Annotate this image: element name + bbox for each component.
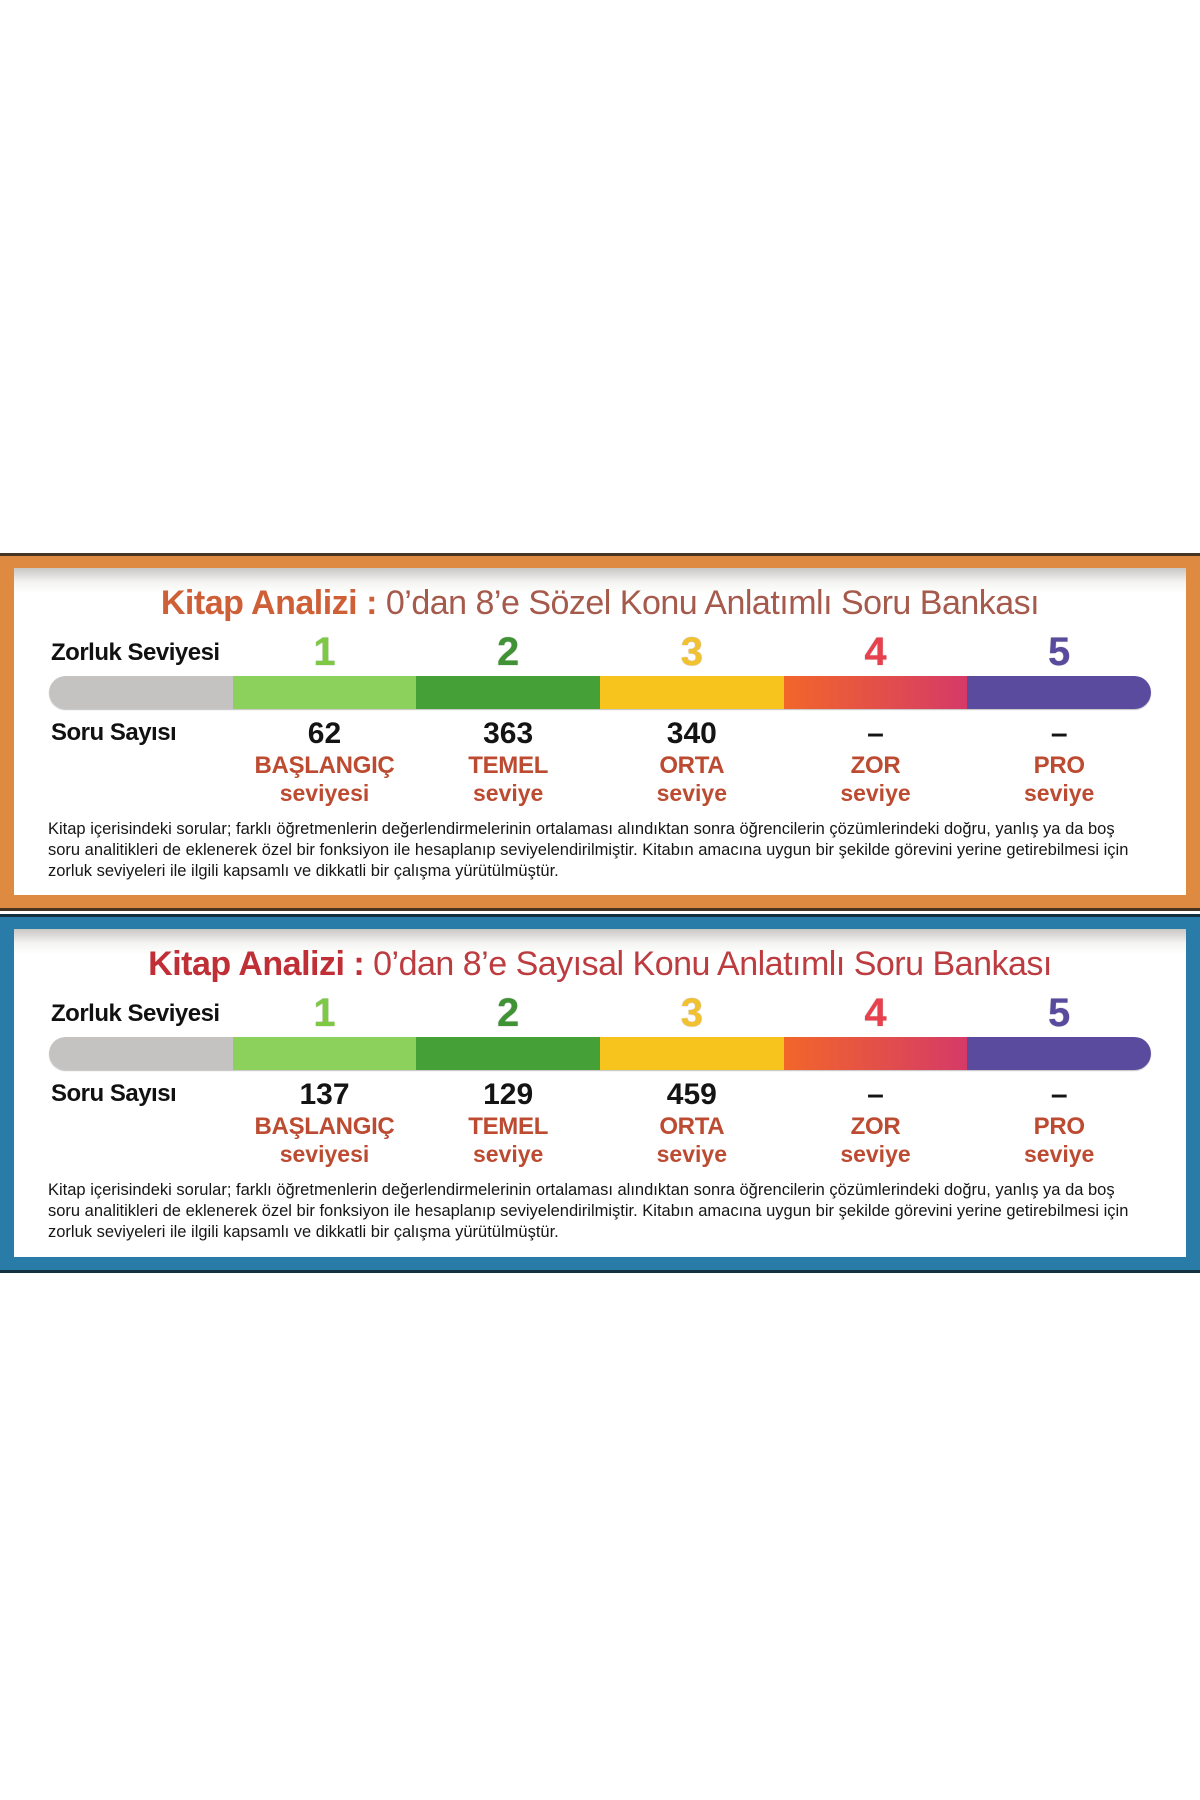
bar-segment-light-green bbox=[233, 676, 417, 709]
level-number-3: 3 bbox=[680, 629, 703, 674]
bar-segment-gray bbox=[49, 1037, 233, 1070]
count-level-2: 129 bbox=[483, 1077, 534, 1111]
question-count-row bbox=[14, 1078, 1186, 1111]
title-prefix: Kitap Analizi : bbox=[148, 945, 365, 984]
difficulty-color-bar bbox=[49, 676, 1151, 709]
panel-sayisal-title bbox=[14, 943, 1186, 986]
count-level-3: 459 bbox=[666, 1077, 717, 1111]
level-name-5 bbox=[967, 1113, 1151, 1170]
panel-sozel-title bbox=[14, 582, 1186, 625]
level-name-text: PRO bbox=[1033, 751, 1085, 779]
count-row-label: Soru Sayısı bbox=[51, 1080, 177, 1108]
level-number-5: 5 bbox=[1048, 990, 1071, 1035]
level-name-text: TEMEL bbox=[468, 1112, 549, 1140]
level-name-text: ZOR bbox=[850, 751, 901, 779]
count-row-label: Soru Sayısı bbox=[51, 719, 177, 746]
level-number-3: 3 bbox=[680, 990, 703, 1035]
analysis-description: Kitap içerisindeki sorular; farklı öğretmenlerin değerlendirmelerinin ortalaması alındıktan sonra öğrencilerin çözümlerindeki doğru, yanlış ya da boş soru analitikleri de eklenerek özel bir fonksiyon ile hesaplanıp seviyelendirilmiştir. Kitabın amacına uygun bir şekilde görevini yerine getirebilmesi için zorluk seviyeleri ile ilgili kapsamlı ve dikkatli bir çalışma yürütülmüştür. bbox=[48, 1181, 1129, 1241]
panel-sayisal-inner bbox=[14, 929, 1186, 1256]
level-name-suffix: seviye bbox=[840, 1141, 911, 1168]
level-name-suffix: seviyesi bbox=[279, 780, 370, 807]
panel-sozel-analysis bbox=[0, 556, 1200, 908]
question-count-row bbox=[14, 717, 1186, 750]
level-name-1 bbox=[233, 752, 417, 809]
panel-sozel-inner bbox=[14, 568, 1186, 895]
bar-segment-gray bbox=[49, 676, 233, 709]
title-prefix: Kitap Analizi : bbox=[160, 584, 377, 622]
count-level-4: – bbox=[867, 1077, 884, 1111]
level-name-text: ORTA bbox=[659, 1112, 725, 1140]
level-names-row bbox=[14, 752, 1186, 809]
difficulty-color-bar bbox=[49, 1037, 1151, 1070]
difficulty-row-label: Zorluk Seviyesi bbox=[51, 999, 220, 1027]
top-whitespace bbox=[0, 0, 1200, 556]
level-name-suffix: seviye bbox=[840, 780, 911, 807]
level-name-3 bbox=[600, 1113, 784, 1170]
bar-segment-purple bbox=[967, 676, 1151, 709]
level-name-text: ZOR bbox=[850, 1112, 901, 1140]
level-name-suffix: seviye bbox=[472, 780, 544, 807]
title-book-name: 0’dan 8’e Sözel Konu Anlatımlı Soru Bankası bbox=[385, 584, 1040, 622]
level-number-4: 4 bbox=[864, 629, 887, 674]
bar-segment-dark-green bbox=[416, 676, 600, 709]
level-number-1: 1 bbox=[313, 990, 336, 1035]
level-name-text: TEMEL bbox=[468, 751, 549, 779]
level-number-5: 5 bbox=[1048, 629, 1071, 674]
level-name-5 bbox=[967, 752, 1151, 809]
level-name-suffix: seviyesi bbox=[279, 1141, 370, 1168]
count-level-5: – bbox=[1050, 1077, 1068, 1111]
bar-segment-dark-green bbox=[416, 1037, 600, 1070]
difficulty-level-row bbox=[14, 631, 1186, 673]
level-number-1: 1 bbox=[313, 629, 336, 674]
count-level-4: – bbox=[867, 716, 884, 750]
level-name-suffix: seviye bbox=[1023, 1141, 1095, 1168]
panel-sayisal-analysis bbox=[0, 917, 1200, 1269]
level-name-2 bbox=[416, 1113, 600, 1170]
level-name-suffix: seviye bbox=[1023, 780, 1095, 807]
bar-segment-purple bbox=[967, 1037, 1151, 1070]
difficulty-level-row bbox=[14, 992, 1186, 1034]
level-name-4 bbox=[784, 752, 968, 809]
level-name-1 bbox=[233, 1113, 417, 1170]
level-name-text: PRO bbox=[1033, 1112, 1085, 1140]
level-name-suffix: seviye bbox=[656, 1141, 727, 1168]
count-level-5: – bbox=[1050, 716, 1068, 750]
title-book-name: 0’dan 8’e Sayısal Konu Anlatımlı Soru Bankası bbox=[373, 945, 1052, 984]
panel-gap bbox=[0, 908, 1200, 917]
level-number-2: 2 bbox=[497, 629, 520, 674]
bar-segment-light-green bbox=[233, 1037, 417, 1070]
bar-segment-red bbox=[784, 1037, 968, 1070]
count-level-1: 62 bbox=[307, 716, 342, 750]
level-number-2: 2 bbox=[497, 990, 520, 1035]
level-name-text: BAŞLANGIÇ bbox=[254, 1112, 395, 1140]
count-level-3: 340 bbox=[666, 716, 717, 750]
level-name-2 bbox=[416, 752, 600, 809]
analysis-description: Kitap içerisindeki sorular; farklı öğretmenlerin değerlendirmelerinin ortalaması alındıktan sonra öğrencilerin çözümlerindeki doğru, yanlış ya da boş soru analitikleri de eklenerek özel bir fonksiyon ile hesaplanıp seviyelendirilmiştir. Kitabın amacına uygun bir şekilde görevini yerine getirebilmesi için zorluk seviyeleri ile ilgili kapsamlı ve dikkatli bir çalışma yürütülmüştür. bbox=[48, 819, 1129, 880]
count-level-1: 137 bbox=[299, 1077, 350, 1111]
level-names-row bbox=[14, 1113, 1186, 1170]
bar-segment-yellow bbox=[600, 676, 784, 709]
count-level-2: 363 bbox=[483, 716, 534, 750]
level-name-3 bbox=[600, 752, 784, 809]
difficulty-row-label: Zorluk Seviyesi bbox=[51, 638, 220, 666]
bar-segment-red bbox=[784, 676, 968, 709]
bar-segment-yellow bbox=[600, 1037, 784, 1070]
level-name-suffix: seviye bbox=[472, 1141, 544, 1168]
level-name-text: BAŞLANGIÇ bbox=[254, 751, 395, 779]
level-number-4: 4 bbox=[864, 990, 887, 1035]
level-name-4 bbox=[784, 1113, 968, 1170]
level-name-suffix: seviye bbox=[656, 780, 727, 807]
level-name-text: ORTA bbox=[659, 751, 725, 779]
